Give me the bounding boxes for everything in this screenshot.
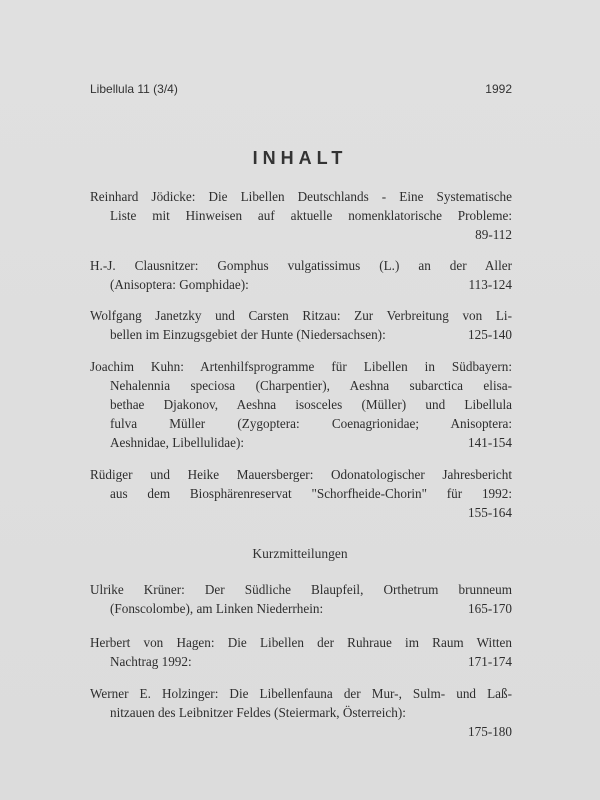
journal-citation: Libellula 11 (3/4) (90, 82, 178, 96)
toc-entry (90, 306, 512, 344)
entry-line: Liste mit Hinweisen auf aktuelle nomenklatorische Probleme: (110, 208, 512, 223)
page-range: 171-174 (468, 654, 512, 669)
toc-entry (90, 465, 512, 522)
page-range: 141-154 (468, 435, 512, 450)
entry-line: Joachim Kuhn: Artenhilfsprogramme für Libellen in Südbayern: (90, 359, 512, 374)
toc-entry (90, 357, 512, 452)
entry-line: Nehalennia speciosa (Charpentier), Aeshna subarctica elisa- (110, 378, 512, 393)
entry-line: Herbert von Hagen: Die Libellen der Ruhraue im Raum Witten (90, 635, 512, 650)
page-range: 175-180 (468, 724, 512, 739)
page-range: 165-170 (468, 601, 512, 616)
entry-line: Nachtrag 1992: (110, 654, 192, 669)
page-range: 113-124 (468, 277, 512, 292)
toc-entry (90, 187, 512, 244)
entry-line: nitzauen des Leibnitzer Feldes (Steiermark, Österreich): (110, 705, 406, 720)
toc-entry (90, 256, 512, 294)
toc-entry (90, 684, 512, 741)
entry-line: (Fonscolombe), am Linken Niederrhein: (110, 601, 324, 616)
entry-line: Ulrike Krüner: Der Südliche Blaupfeil, Orthetrum brunneum (90, 582, 512, 597)
publication-year: 1992 (485, 82, 512, 96)
entry-line: Aeshnidae, Libellulidae): (110, 435, 245, 450)
page-range: 125-140 (468, 327, 512, 342)
entry-line: Wolfgang Janetzky und Carsten Ritzau: Zur Verbreitung von Li- (90, 308, 512, 323)
toc-entry (90, 633, 512, 671)
section-heading: Kurzmitteilungen (252, 546, 348, 561)
entry-line: bellen im Einzugsgebiet der Hunte (Niedersachsen): (110, 327, 386, 342)
entry-line: H.-J. Clausnitzer: Gomphus vulgatissimus (L.) an der Aller (90, 258, 512, 273)
entry-line: aus dem Biosphärenreservat "Schorfheide-Chorin" für 1992: (110, 486, 512, 501)
entry-line: Werner E. Holzinger: Die Libellenfauna der Mur-, Sulm- und Laß- (90, 686, 512, 701)
entry-line: bethae Djakonov, Aeshna isosceles (Müller) und Libellula (110, 397, 512, 412)
entry-line: fulva Müller (Zygoptera: Coenagrionidae; Anisoptera: (110, 416, 512, 431)
page-range: 89-112 (475, 227, 512, 242)
toc-entry (90, 580, 512, 618)
entry-line: Rüdiger und Heike Mauersberger: Odonatologischer Jahresbericht (90, 467, 512, 482)
entry-line: (Anisoptera: Gomphidae): (110, 277, 249, 292)
page-title: INHALT (252, 148, 348, 168)
entry-line: Reinhard Jödicke: Die Libellen Deutschlands - Eine Systematische (90, 189, 512, 204)
page-range: 155-164 (468, 505, 512, 520)
